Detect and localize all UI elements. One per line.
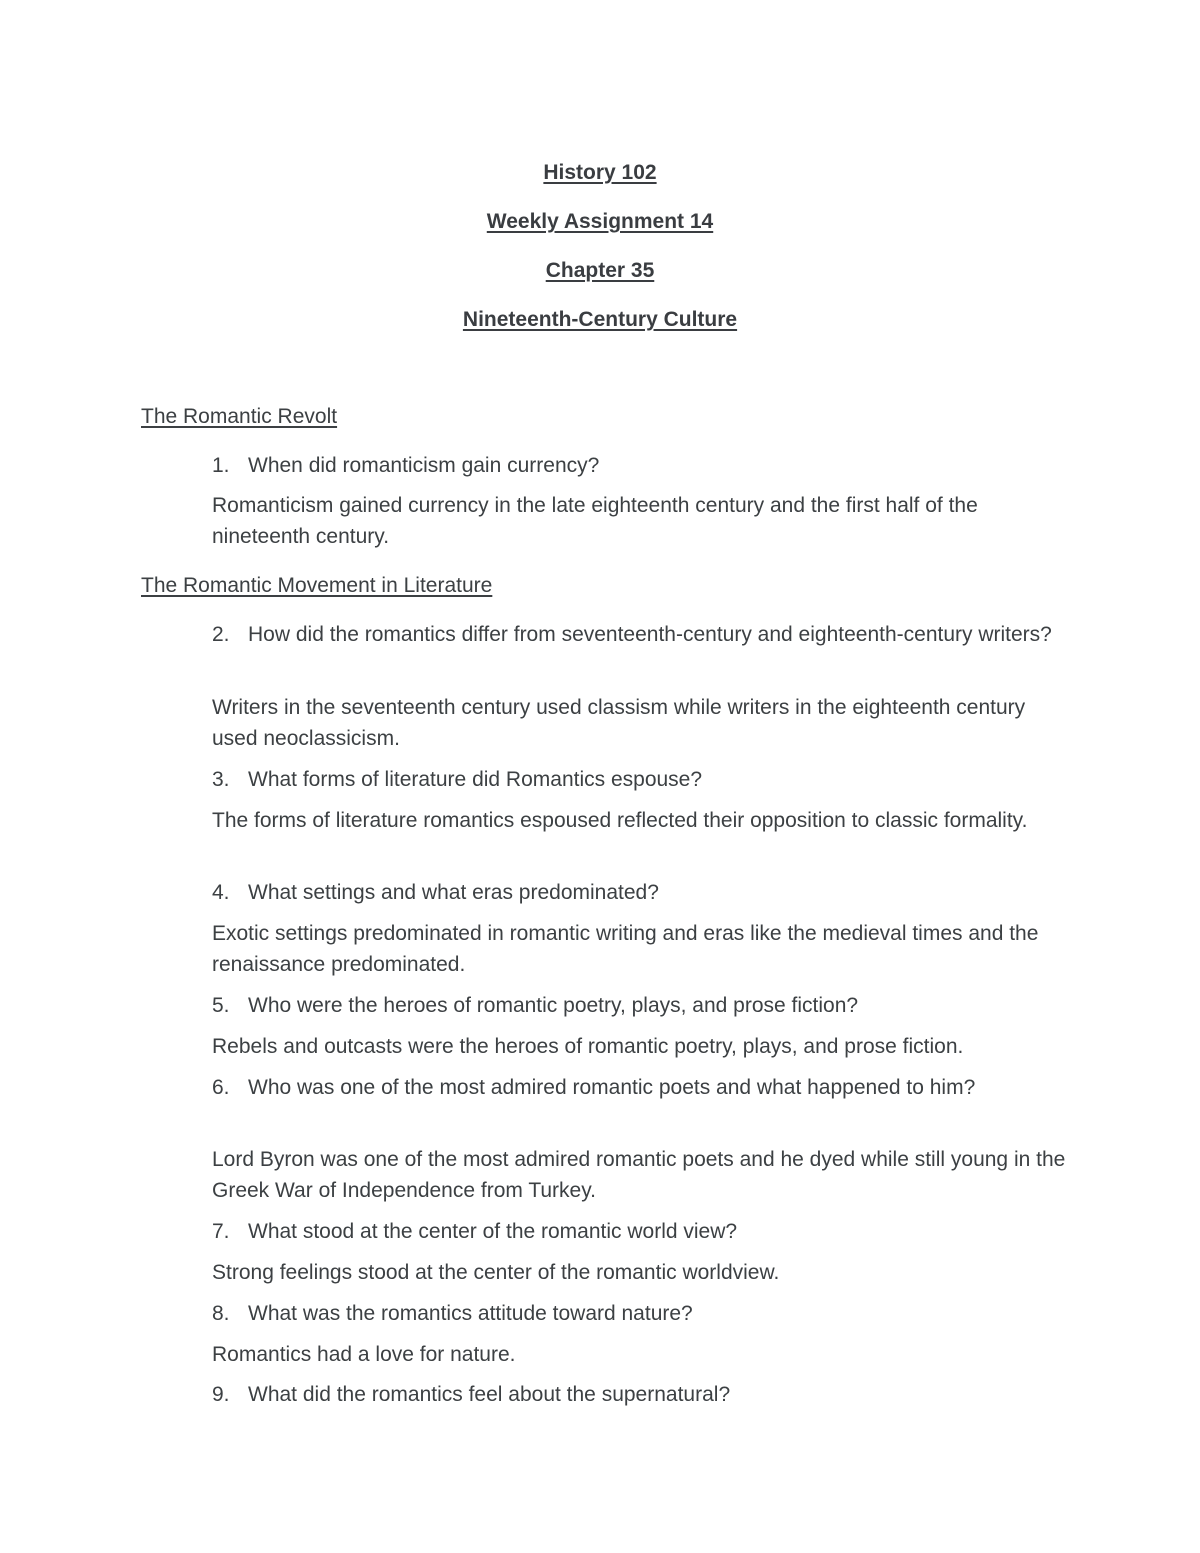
topic-title: Nineteenth-Century Culture — [462, 308, 738, 331]
question-number: 1. — [212, 454, 230, 477]
question-5 — [212, 990, 1072, 1021]
question-7 — [212, 1216, 1072, 1247]
question-text: What stood at the center of the romantic world view? — [248, 1220, 738, 1243]
answer-1: Romanticism gained currency in the late eighteenth century and the first half of the nineteenth century. — [212, 494, 978, 548]
question-number: 9. — [212, 1383, 230, 1406]
section-heading-literature: The Romantic Movement in Literature — [141, 574, 493, 597]
question-number: 4. — [212, 881, 230, 904]
question-3 — [212, 764, 1072, 795]
question-number: 2. — [212, 623, 230, 646]
question-6 — [212, 1072, 1072, 1103]
answer-3: The forms of literature romantics espoused reflected their opposition to classic formality. — [212, 809, 1028, 832]
question-9 — [212, 1379, 1072, 1410]
answer-5: Rebels and outcasts were the heroes of romantic poetry, plays, and prose fiction. — [212, 1035, 964, 1058]
question-text: How did the romantics differ from seventeenth-century and eighteenth-century writers? — [248, 623, 1052, 646]
question-text: What did the romantics feel about the supernatural? — [248, 1383, 731, 1406]
question-text: What settings and what eras predominated? — [248, 881, 659, 904]
question-8 — [212, 1298, 1072, 1329]
question-text: Who were the heroes of romantic poetry, plays, and prose fiction? — [248, 994, 859, 1017]
question-4 — [212, 877, 1072, 908]
question-number: 5. — [212, 994, 230, 1017]
answer-2: Writers in the seventeenth century used classism while writers in the eighteenth century used neoclassicism. — [212, 696, 1026, 750]
assignment-title: Weekly Assignment 14 — [486, 210, 714, 233]
question-text: Who was one of the most admired romantic poets and what happened to him? — [248, 1076, 976, 1099]
question-text: When did romanticism gain currency? — [248, 454, 600, 477]
question-number: 3. — [212, 768, 230, 791]
question-text: What forms of literature did Romantics espouse? — [248, 768, 703, 791]
question-number: 7. — [212, 1220, 230, 1243]
question-2 — [212, 619, 1072, 650]
answer-8: Romantics had a love for nature. — [212, 1343, 516, 1366]
answer-7: Strong feelings stood at the center of the romantic worldview. — [212, 1261, 780, 1284]
answer-6: Lord Byron was one of the most admired romantic poets and he dyed while still young in the Greek War of Independence from Turkey. — [212, 1148, 1066, 1202]
answer-4: Exotic settings predominated in romantic writing and eras like the medieval times and the renaissance predominated. — [212, 922, 1039, 976]
chapter-title: Chapter 35 — [545, 259, 655, 282]
course-title: History 102 — [543, 161, 657, 184]
section-heading-romantic-revolt: The Romantic Revolt — [141, 405, 338, 428]
question-number: 6. — [212, 1076, 230, 1099]
question-text: What was the romantics attitude toward nature? — [248, 1302, 693, 1325]
question-number: 8. — [212, 1302, 230, 1325]
question-1 — [212, 450, 1072, 481]
